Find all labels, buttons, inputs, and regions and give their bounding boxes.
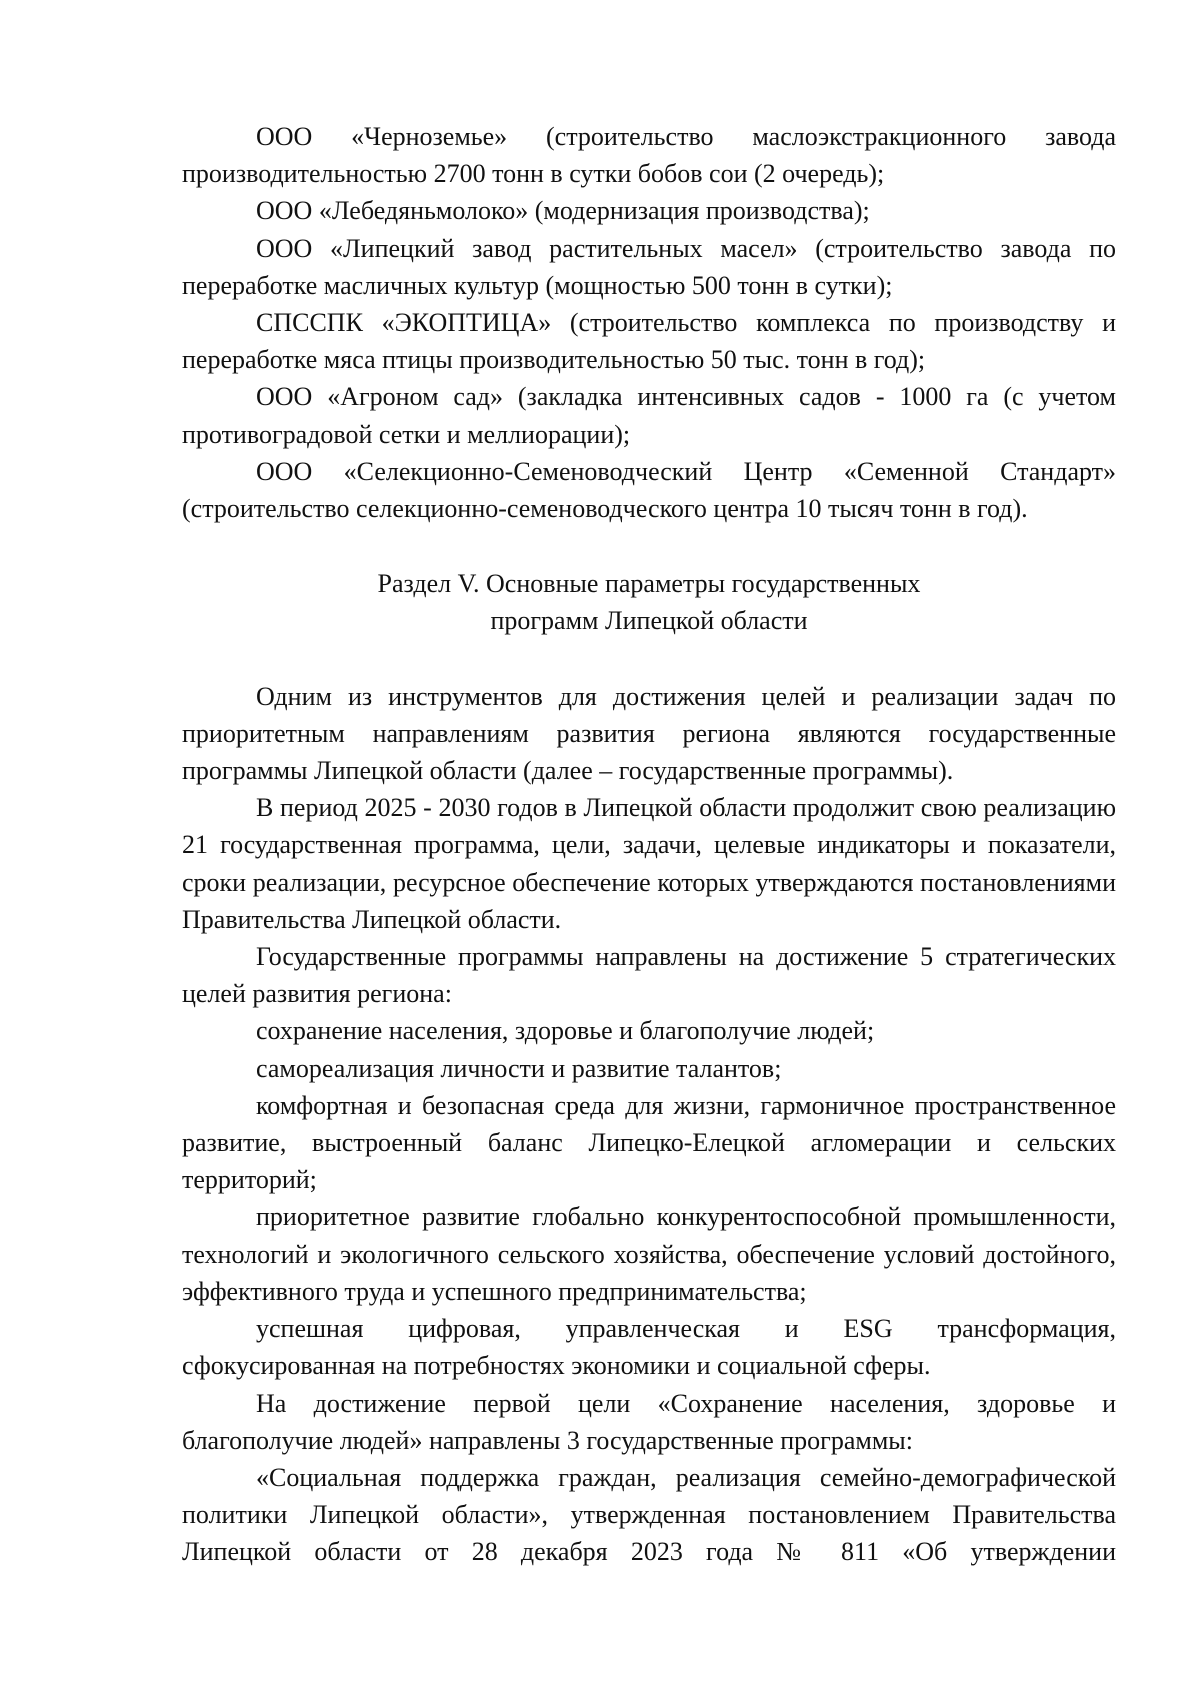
goal-item: успешная цифровая, управленческая и ESG трансформация, сфокусированная на потребностях экономики и социальной сферы. [182, 1314, 1116, 1381]
goal-item: комфортная и безопасная среда для жизни, гармоничное пространственное развитие, выстроенный баланс Липецко-Елецкой агломерации и сельских территорий; [182, 1090, 1116, 1195]
project-item: ООО «Агроном сад» (закладка интенсивных садов - 1000 га (с учетом противоградовой сетки и меллиорации); [182, 382, 1116, 449]
body-paragraph: «Социальная поддержка граждан, реализация семейно-демографической политики Липецкой области», утвержденная постановлением Правительства Липецкой области от 28 декабря 2023 года № 811 «Об утверждении [182, 1462, 1116, 1567]
body-paragraph: В период 2025 - 2030 годов в Липецкой области продолжит свою реализацию 21 государственная программа, цели, задачи, целевые индикаторы и показатели, сроки реализации, ресурсное обеспечение которых утверждаются постановлениями Правительства Липецкой области. [182, 793, 1116, 934]
section-heading-line: Раздел V. Основные параметры государственных [377, 569, 921, 599]
section-heading [182, 565, 1116, 639]
section-heading-line: программ Липецкой области [490, 606, 808, 636]
project-item: ООО «Лебедяньмолоко» (модернизация производства); [256, 196, 870, 226]
project-item: ООО «Селекционно-Семеноводческий Центр «Семенной Стандарт» (строительство селекционно-семеноводческого центра 10 тысяч тонн в год). [182, 456, 1116, 524]
body-paragraph: На достижение первой цели «Сохранение населения, здоровье и благополучие людей» направлены 3 государственные программы: [182, 1388, 1116, 1455]
goal-item: самореализация личности и развитие талантов; [256, 1053, 782, 1083]
goal-item: приоритетное развитие глобально конкурентоспособной промышленности, технологий и экологичного сельского хозяйства, обеспечение условий достойного, эффективного труда и успешного предпринимательства; [182, 1202, 1116, 1306]
project-item: СПССПК «ЭКОПТИЦА» (строительство комплекса по производству и переработке мяса птицы производительностью 50 тыс. тонн в год); [182, 308, 1116, 375]
body-paragraph: Одним из инструментов для достижения целей и реализации задач по приоритетным направлениям развития региона являются государственные программы Липецкой области (далее – государственные программы). [182, 681, 1116, 786]
goal-item: сохранение населения, здоровье и благополучие людей; [256, 1016, 875, 1046]
body-paragraph: Государственные программы направлены на достижение 5 стратегических целей развития региона: [182, 942, 1116, 1009]
project-item: ООО «Липецкий завод растительных масел» (строительство завода по переработке масличных культур (мощностью 500 тонн в сутки); [182, 233, 1116, 300]
project-item: ООО «Черноземье» (строительство маслоэкстракционного завода производительностью 2700 тонн в сутки бобов сои (2 очередь); [182, 122, 1116, 189]
